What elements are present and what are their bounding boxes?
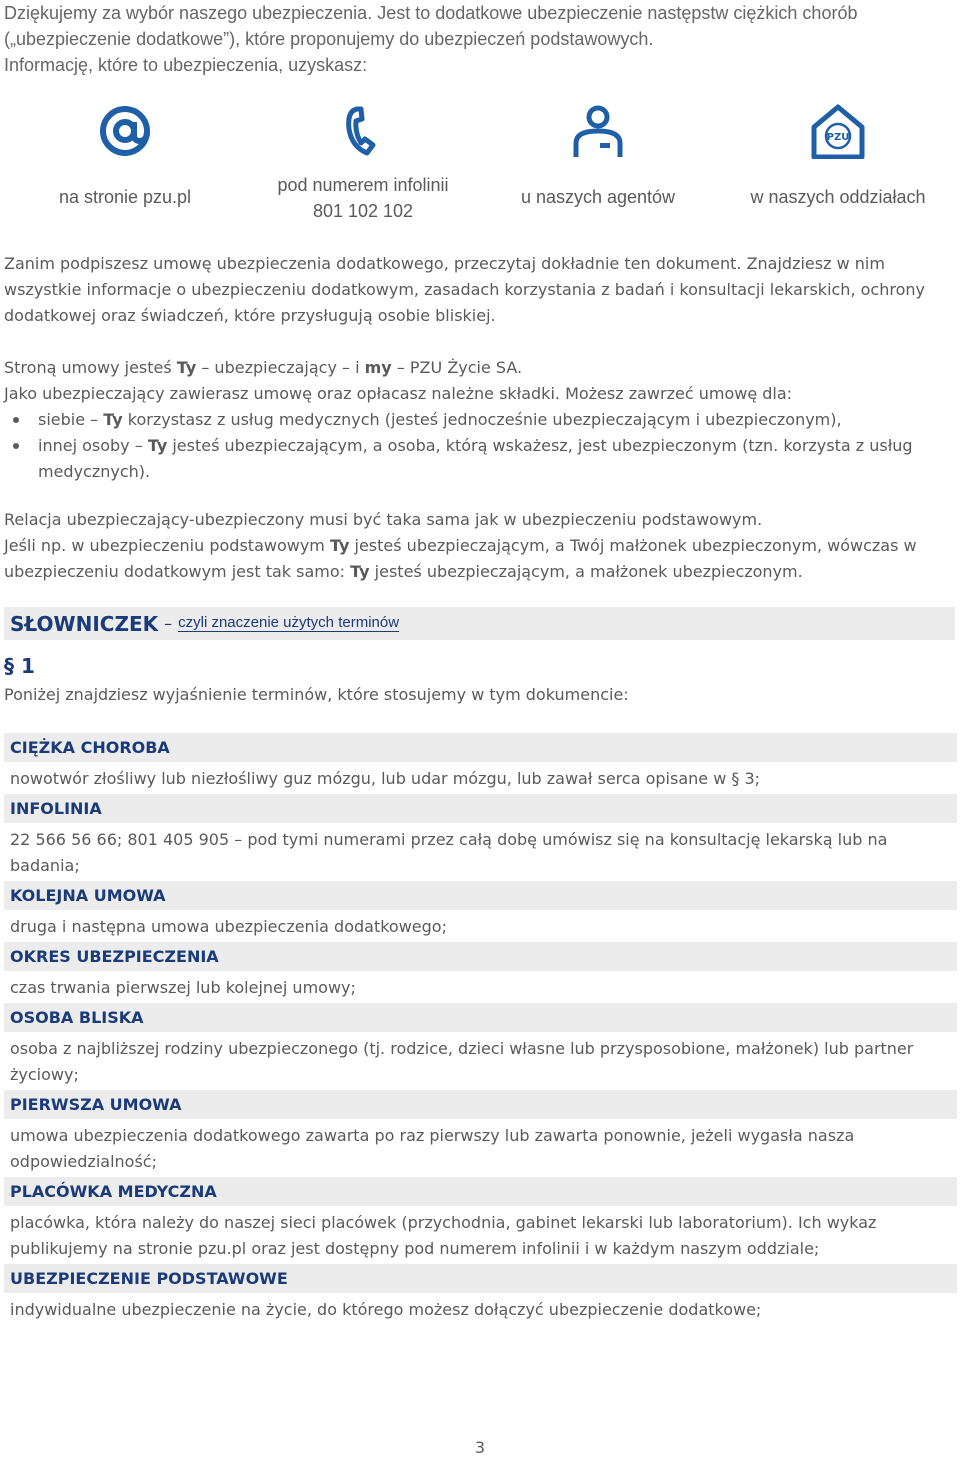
glossary-terms bbox=[4, 733, 957, 1325]
channel-label: u naszych agentów bbox=[520, 187, 676, 207]
page-number: 3 bbox=[474, 1438, 486, 1457]
term-entry bbox=[4, 794, 957, 881]
term-heading: KOLEJNA UMOWA bbox=[4, 881, 957, 910]
paragraph-number: § 1 bbox=[4, 654, 35, 678]
term-definition: czas trwania pierwszej lub kolejnej umowy; bbox=[10, 978, 356, 997]
glossary-header bbox=[4, 607, 955, 640]
term-entry bbox=[4, 881, 957, 942]
channel-agents[interactable] bbox=[478, 100, 718, 210]
parties-line: Stroną umowy jesteś Ty – ubezpieczający – i my – PZU Życie SA. bbox=[4, 358, 523, 377]
term-entry bbox=[4, 733, 957, 794]
term-heading: PIERWSZA UMOWA bbox=[4, 1090, 957, 1119]
channel-website[interactable] bbox=[5, 100, 245, 210]
hotline-number: 801 102 102 bbox=[312, 201, 414, 221]
contact-channels bbox=[0, 100, 960, 230]
term-definition: 22 566 56 66; 801 405 905 – pod tymi numerami przez całą dobę umówisz się na konsultację lekarską lub na badania; bbox=[10, 830, 888, 875]
glossary-intro bbox=[4, 682, 944, 708]
term-entry bbox=[4, 1090, 957, 1177]
pzu-branch-icon bbox=[718, 100, 958, 162]
term-heading: OSOBA BLISKA bbox=[4, 1003, 957, 1032]
agent-icon bbox=[478, 100, 718, 162]
bullet-list bbox=[4, 407, 944, 485]
term-entry bbox=[4, 1264, 957, 1325]
list-item: siebie – Ty korzystasz z usług medycznych (jesteś jednocześnie ubezpieczającym i ubezpieczonym), bbox=[4, 407, 944, 433]
glossary-dash: – bbox=[164, 614, 173, 633]
channel-label: na stronie pzu.pl bbox=[58, 187, 192, 207]
intro-paragraph bbox=[4, 251, 944, 329]
phone-icon bbox=[243, 100, 483, 162]
term-definition: nowotwór złośliwy lub niezłośliwy guz mózgu, lub udar mózgu, lub zawał serca opisane w § 3; bbox=[10, 769, 761, 788]
intro-line: („ubezpieczenie dodatkowe”), które proponujemy do ubezpieczeń podstawowych. bbox=[4, 29, 654, 49]
channel-label: pod numerem infolinii bbox=[277, 175, 449, 195]
term-heading: OKRES UBEZPIECZENIA bbox=[4, 942, 957, 971]
term-heading: PLACÓWKA MEDYCZNA bbox=[4, 1177, 957, 1206]
term-entry bbox=[4, 1003, 957, 1090]
channel-branches[interactable] bbox=[718, 100, 958, 210]
channel-label: w naszych oddziałach bbox=[750, 187, 926, 207]
parties-section bbox=[4, 355, 944, 485]
term-definition: druga i następna umowa ubezpieczenia dodatkowego; bbox=[10, 917, 447, 936]
intro-line: Informację, które to ubezpieczenia, uzyskasz: bbox=[4, 55, 368, 75]
glossary-subtitle: czyli znaczenie użytych terminów bbox=[178, 614, 400, 631]
intro-text bbox=[4, 0, 949, 78]
paragraph: Zanim podpiszesz umowę ubezpieczenia dodatkowego, przeczytaj dokładnie ten dokument. Znajdziesz w nim wszystkie informacje o ubezpieczeniu dodatkowym, zasadach korzystania z badań i konsultacji lekarskich, ochrony dodatkowej oraz świadczeń, które przysługują osobie bliskiej. bbox=[4, 254, 925, 325]
term-definition: osoba z najbliższej rodziny ubezpieczonego (tj. rodzice, dzieci własne lub przysposobione, małżonek) lub partner życiowy; bbox=[10, 1039, 914, 1084]
term-heading: INFOLINIA bbox=[4, 794, 957, 823]
pzu-logo-text: PZU bbox=[826, 132, 850, 143]
term-definition: indywidualne ubezpieczenie na życie, do którego możesz dołączyć ubezpieczenie dodatkowe; bbox=[10, 1300, 762, 1319]
channel-hotline[interactable] bbox=[243, 100, 483, 224]
intro-line: Dziękujemy za wybór naszego ubezpieczenia. Jest to dodatkowe ubezpieczenie następstw ciężkich chorób bbox=[4, 3, 858, 23]
term-entry bbox=[4, 942, 957, 1003]
paragraph: Jako ubezpieczający zawierasz umowę oraz opłacasz należne składki. Możesz zawrzeć umowę dla: bbox=[4, 384, 793, 403]
at-sign-icon bbox=[5, 100, 245, 162]
relation-section bbox=[4, 507, 944, 585]
glossary-title: SŁOWNICZEK bbox=[10, 611, 159, 636]
term-heading: CIĘŻKA CHOROBA bbox=[4, 733, 957, 762]
term-definition: umowa ubezpieczenia dodatkowego zawarta po raz pierwszy lub zawarta ponownie, jeżeli wygasła nasza odpowiedzialność; bbox=[10, 1126, 855, 1171]
paragraph: Jeśli np. w ubezpieczeniu podstawowym Ty jesteś ubezpieczającym, a Twój małżonek ubezpieczonym, wówczas w ubezpieczeniu dodatkowym jest tak samo: Ty jesteś ubezpieczającym, a małżonek ubezpieczonym. bbox=[4, 536, 917, 581]
list-item: innej osoby – Ty jesteś ubezpieczającym, a osoba, którą wskażesz, jest ubezpieczonym (tzn. korzysta z usług medycznych). bbox=[4, 433, 944, 485]
paragraph: Relacja ubezpieczający-ubezpieczony musi być taka sama jak w ubezpieczeniu podstawowym. bbox=[4, 510, 763, 529]
term-heading: UBEZPIECZENIE PODSTAWOWE bbox=[4, 1264, 957, 1293]
term-definition: placówka, która należy do naszej sieci placówek (przychodnia, gabinet lekarski lub laboratorium). Ich wykaz publikujemy na stronie pzu.pl oraz jest dostępny pod numerem infolinii i w każdym naszym oddziale; bbox=[10, 1213, 877, 1258]
paragraph: Poniżej znajdziesz wyjaśnienie terminów, które stosujemy w tym dokumencie: bbox=[4, 685, 629, 704]
term-entry bbox=[4, 1177, 957, 1264]
